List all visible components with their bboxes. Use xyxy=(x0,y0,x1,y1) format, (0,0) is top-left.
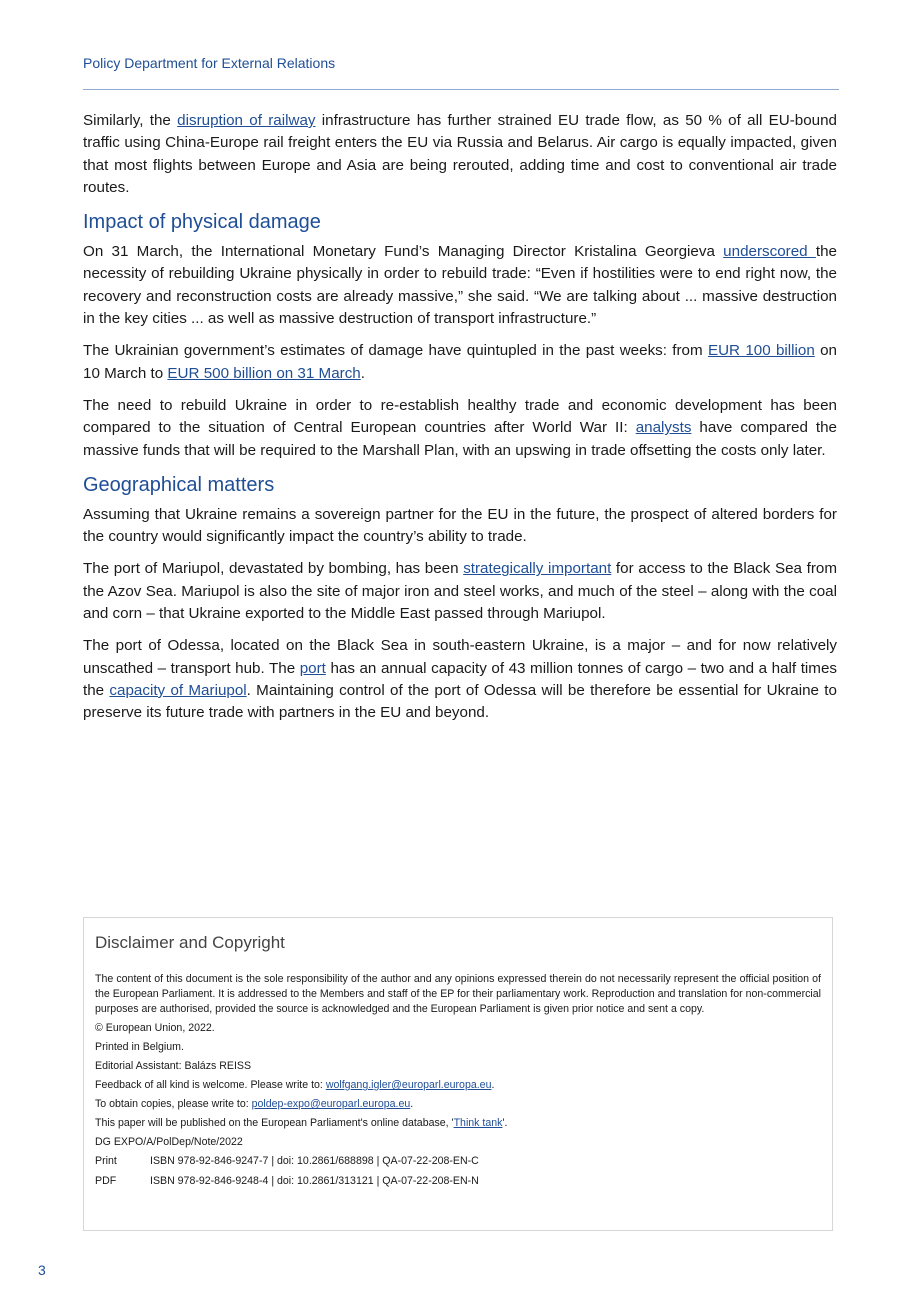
editorial-assistant-line: Editorial Assistant: Balázs REISS xyxy=(95,1060,252,1072)
disclaimer-title: Disclaimer and Copyright xyxy=(95,933,285,952)
reference-line: DG EXPO/A/PolDep/Note/2022 xyxy=(95,1136,243,1148)
text-segment: . xyxy=(360,364,365,382)
link-think-tank[interactable]: Think tank xyxy=(453,1117,503,1129)
running-header: Policy Department for External Relations xyxy=(83,55,336,71)
text-segment: The Ukrainian government’s estimates of damage have quintupled in the past weeks: from xyxy=(83,342,708,360)
heading-impact-of-physical-damage: Impact of physical damage xyxy=(83,211,321,234)
heading-geographical-matters: Geographical matters xyxy=(83,473,275,496)
text-segment: . xyxy=(410,1098,414,1110)
text-segment: To obtain copies, please write to: xyxy=(95,1098,252,1110)
copies-line xyxy=(95,1097,821,1112)
text-segment: on 10 March to xyxy=(83,342,837,382)
paragraph-railway xyxy=(83,110,837,199)
print-isbn-row xyxy=(95,1154,821,1169)
print-label: Print xyxy=(95,1155,117,1167)
printed-line: Printed in Belgium. xyxy=(95,1041,184,1053)
header-divider xyxy=(83,89,839,90)
pdf-isbn: ISBN 978-92-846-9248-4 | doi: 10.2861/313121 | QA-07-22-208-EN-N xyxy=(150,1175,479,1187)
publish-line xyxy=(95,1116,821,1131)
text-segment: '. xyxy=(502,1117,508,1129)
pdf-label: PDF xyxy=(95,1175,117,1187)
text-segment: Similarly, the xyxy=(83,112,178,129)
copyright-line: © European Union, 2022. xyxy=(95,1022,215,1034)
text-segment: have compared the massive funds that will be required to the Marshall Plan, with an upswing in trade offsetting the costs only later. xyxy=(83,419,837,459)
text-segment: the necessity of rebuilding Ukraine physically in order to rebuild trade: “Even if hostilities were to end right now, the recovery and reconstruction costs are already massive,” she said. “We are talking about ... massive destruction in the key cities ... as well as massive destruction of transport infrastructure.” xyxy=(83,243,837,328)
paragraph-odessa xyxy=(83,635,837,724)
main-content xyxy=(83,110,837,735)
disclaimer-box xyxy=(83,917,833,1231)
link-port[interactable]: port xyxy=(299,659,326,677)
text-segment: The port of Odessa, located on the Black Sea in south-eastern Ukraine, is a major – and for now relatively unscathed – transport hub. The xyxy=(83,637,837,677)
disclaimer-body: The content of this document is the sole responsibility of the author and any opinions expressed therein do not necessarily represent the official position of the European Parliament. It is addressed to the Members and staff of the EP for their parliamentary work. Reproduction and translation for non-commercial purposes are authorised, provided the source is acknowledged and the European Parliament is given prior notice and sent a copy. xyxy=(95,973,821,1015)
text-segment: has an annual capacity of 43 million tonnes of cargo – two and a half times the xyxy=(83,659,837,699)
paragraph-mariupol xyxy=(83,558,837,625)
link-eur-100-billion[interactable]: EUR 100 billion xyxy=(707,342,815,360)
text-segment: for access to the Black Sea from the Azov Sea. Mariupol is also the site of major iron and steel works, and much of the steel – along with the coal and corn – that Ukraine exported to the Middle East passed through Mariupol. xyxy=(83,560,837,623)
page-number: 3 xyxy=(38,1262,46,1278)
text-segment: The need to rebuild Ukraine in order to re-establish healthy trade and economic development has been compared to the situation of Central European countries after World War II: xyxy=(83,396,837,437)
text-segment: This paper will be published on the European Parliament's online database, ' xyxy=(95,1117,454,1129)
text-segment: On 31 March, the International Monetary Fund’s Managing Director Kristalina Georgieva xyxy=(83,243,724,261)
print-isbn: ISBN 978-92-846-9247-7 | doi: 10.2861/688898 | QA-07-22-208-EN-C xyxy=(150,1155,479,1167)
pdf-isbn-row xyxy=(95,1174,821,1189)
text-segment: Feedback of all kind is welcome. Please write to: xyxy=(95,1079,326,1091)
paragraph-imf xyxy=(83,241,837,330)
text-segment: . xyxy=(491,1079,495,1091)
link-copies-email[interactable]: poldep-expo@europarl.europa.eu xyxy=(251,1098,411,1110)
text-segment: infrastructure has further strained EU trade flow, as 50 % of all EU-bound traffic using China-Europe rail freight enters the EU via Russia and Belarus. Air cargo is equally impacted, given that most flights between Europe and Asia are being rerouted, adding time and cost to conventional air trade routes. xyxy=(83,112,837,196)
link-eur-500-billion[interactable]: EUR 500 billion on 31 March xyxy=(167,364,361,382)
feedback-line xyxy=(95,1078,821,1093)
text-segment: The port of Mariupol, devastated by bombing, has been xyxy=(83,560,464,578)
link-underscored[interactable]: underscored xyxy=(723,243,816,261)
link-analysts[interactable]: analysts xyxy=(635,419,692,437)
link-strategically-important[interactable]: strategically important xyxy=(463,560,612,578)
text-segment: . Maintaining control of the port of Odessa will be therefore be essential for Ukraine to preserve its future trade with partners in the EU and beyond. xyxy=(83,681,837,722)
paragraph-rebuild xyxy=(83,395,837,462)
link-capacity-of-mariupol[interactable]: capacity of Mariupol xyxy=(109,681,247,699)
link-feedback-email[interactable]: wolfgang.igler@europarl.europa.eu xyxy=(325,1079,492,1091)
paragraph-sovereign-partner: Assuming that Ukraine remains a sovereign partner for the EU in the future, the prospect of altered borders for the country would significantly impact the country’s ability to trade. xyxy=(83,505,837,546)
paragraph-damage-estimates xyxy=(83,340,837,385)
link-disruption-of-railway[interactable]: disruption of railway xyxy=(177,112,316,129)
